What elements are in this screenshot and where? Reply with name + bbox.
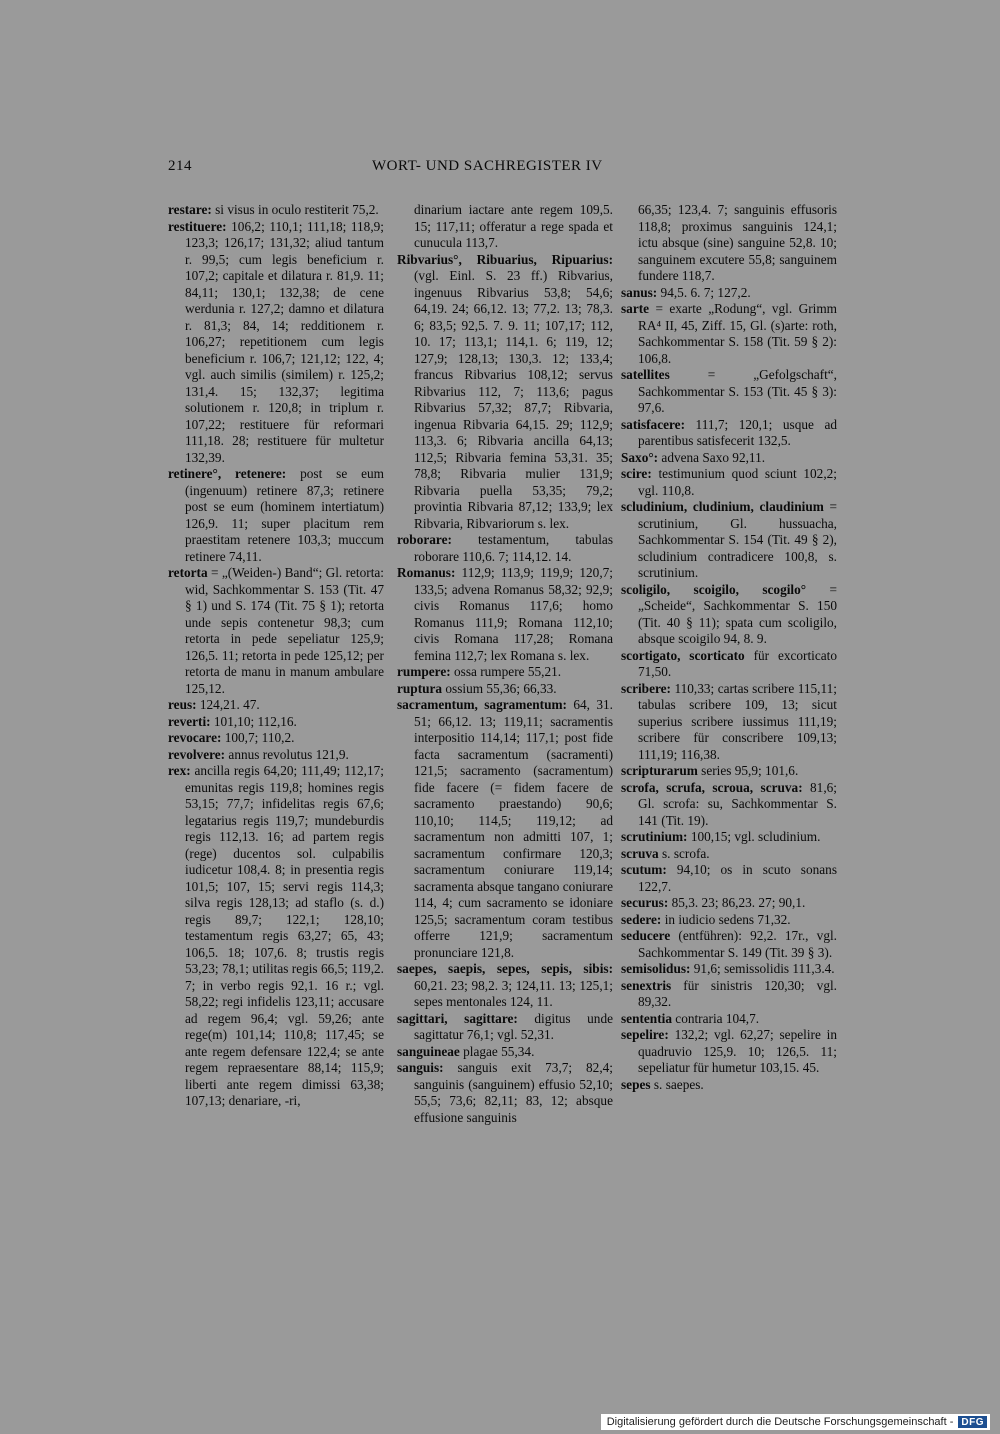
index-entry <box>397 664 613 681</box>
entry-lemma: revolvere: <box>168 746 226 762</box>
entry-text: = exarte „Rodung“, vgl. Grimm RA⁴ II, 45, Ziff. 15, Gl. (s)arte: roth, Sachkommentar S. 158 (Tit. 59 § 2): 106,8. <box>638 301 837 366</box>
index-entry <box>621 285 837 302</box>
entry-lemma: retinere°, retenere: <box>168 466 287 481</box>
entry-lemma: restituere: <box>168 218 227 234</box>
index-entry <box>621 582 837 648</box>
entry-lemma: sanguineae <box>397 1043 460 1059</box>
entry-text: in iudicio sedens 71,32. <box>661 911 791 927</box>
entry-text: digitus unde sagittatur 76,1; vgl. 52,31. <box>414 1010 614 1042</box>
entry-lemma: scrofa, scrufa, scroua, scruva: <box>621 779 803 795</box>
entry-text: series 95,9; 101,6. <box>697 763 799 778</box>
entry-text: 100,7; 110,2. <box>221 730 295 745</box>
entry-lemma: sacramentum, sagramentum: <box>397 697 567 712</box>
entry-text: 110,33; cartas scribere 115,11; tabulas scribere 109, 13; sicut superius scribere iussimus 111,19; scribere für conscribere 109,13; 111,19; 116,38. <box>638 680 837 762</box>
index-entry <box>168 697 384 714</box>
entry-text: 100,15; vgl. scludinium. <box>687 829 821 844</box>
index-entry <box>621 978 837 1011</box>
entry-lemma: sepelire: <box>621 1027 669 1042</box>
entry-lemma: retorta <box>168 565 208 580</box>
index-entry <box>621 928 837 961</box>
index-entry <box>397 961 613 1011</box>
entry-text: 81,6; Gl. scrofa: su, Sachkommentar S. 141 (Tit. 19). <box>638 779 837 828</box>
entry-text: si visus in oculo restiterit 75,2. <box>211 202 379 217</box>
entry-lemma: sanguis: <box>397 1060 444 1075</box>
footer-text: Digitalisierung gefördert durch die Deutsche Forschungsgemeinschaft - <box>606 1416 954 1428</box>
entry-text: (vgl. Einl. S. 23 ff.) Ribvarius, ingenuus Ribvarius 53,8; 54,6; 64,19. 24; 66,12. 13; 77,2. 13; 78,3. 6; 83,5; 92,5. 7. 9. 11; 107,17; 112, 10. 17; 113,1; 114,1. 6; 119, 12; 127,9; 128,13; 130,3. 12; 133,4; francus Ribvarius 108,12; servus Ribvarius 112, 7; 113,6; pagus Ribvarius 57,32; 87,7; Ribvaria, ingenua Ribvaria 64,15. 29; 112,9; 113,3. 6; Ribvaria ancilla 64,13; 112,5; Ribvaria femina 53,31. 35; 78,8; Ribvaria mulier 131,9; Ribvaria puella 53,35; 79,2; provintia Ribvaria 87,12; 133,9; lex Ribvaria, Ribvariorum s. lex. <box>414 268 613 531</box>
index-entry <box>621 1027 837 1077</box>
entry-lemma: saepes, saepis, sepes, sepis, sibis: <box>397 961 613 976</box>
index-column-3 <box>621 202 837 1093</box>
entry-text: annus revolutus 121,9. <box>225 746 349 762</box>
index-entry <box>621 780 837 830</box>
entry-text: 112,9; 113,9; 119,9; 120,7; 133,5; advena Romanus 58,32; 92,9; civis Romanus 117,6; homo Romanus 111,9; Romana 112,10; civis Romana 117,28; Romana femina 112,7; lex Romana s. lex. <box>414 565 613 663</box>
index-entry <box>621 681 837 764</box>
entry-text: = „Gefolgschaft“, Sachkommentar S. 153 (Tit. 45 § 3): 97,6. <box>638 367 837 415</box>
entry-text: 94,5. 6. 7; 127,2. <box>657 284 751 300</box>
entry-lemma: reus: <box>168 697 197 712</box>
index-entry <box>621 912 837 929</box>
index-entry <box>168 466 384 565</box>
entry-text: 60,21. 23; 98,2. 3; 124,11. 13; 125,1; sepes mentonales 124, 11. <box>414 977 613 1009</box>
funding-footer <box>601 1414 990 1430</box>
entry-text: 132,2; vgl. 62,27; sepelire in quadruvio 125,9. 10; 126,5. 11; sepeliatur für humetur 103,15. 45. <box>638 1027 837 1075</box>
entry-text: s. scrofa. <box>658 845 710 861</box>
entry-lemma: reverti: <box>168 713 211 729</box>
index-column-2 <box>397 202 613 1126</box>
index-entry <box>397 1060 613 1126</box>
entry-text: advena Saxo 92,11. <box>658 449 766 465</box>
index-entry <box>621 301 837 367</box>
entry-text: plagae 55,34. <box>459 1043 535 1059</box>
entry-text: 66,35; 123,4. 7; sanguinis effusoris 118,8; proximus sanguinis 124,1; ictu absque (sine) sanguine 52,8. 10; sanguinem excutere 55,8; sanguinem fundere 118,7. <box>638 202 837 283</box>
entry-text: 94,10; os in scuto sonans 122,7. <box>638 862 837 894</box>
entry-lemma: sedere: <box>621 911 662 927</box>
entry-text: 111,7; 120,1; usque ad parentibus satisfecerit 132,5. <box>638 416 837 448</box>
index-entry <box>397 202 613 252</box>
index-entry <box>621 862 837 895</box>
entry-lemma: restare: <box>168 202 212 217</box>
entry-lemma: sanus: <box>621 284 658 300</box>
page-title: WORT- UND SACHREGISTER IV <box>372 158 603 174</box>
index-entry <box>621 466 837 499</box>
index-entry <box>621 895 837 912</box>
entry-lemma: revocare: <box>168 730 222 745</box>
index-entry <box>168 565 384 697</box>
entry-lemma: scutum: <box>621 862 667 877</box>
entry-text: für sinistris 120,30; vgl. 89,32. <box>638 977 837 1009</box>
entry-lemma: satellites <box>621 367 670 382</box>
entry-text: testimunium quod sciunt 102,2; vgl. 110,8. <box>638 466 837 498</box>
index-entry <box>397 532 613 565</box>
index-entry <box>621 846 837 863</box>
index-entry <box>397 1044 613 1061</box>
entry-lemma: scoligilo, scoigilo, scogilo° <box>621 581 807 597</box>
entry-text: sanguis exit 73,7; 82,4; sanguinis (sanguinem) effusio 52,10; 55,5; 73,6; 82,11; 83, 12; absque effusione sanguinis <box>414 1060 613 1125</box>
index-entry <box>168 747 384 764</box>
entry-lemma: scruva <box>621 845 659 861</box>
entry-text: post se eum (ingenuum) retinere 87,3; retinere post se eum (hominem intertiatum) 126,9. 11; super placitum rem praestitam retenere 103,3; muccum retinere 74,11. <box>185 466 384 564</box>
index-entry <box>168 730 384 747</box>
entry-lemma: senextris <box>621 977 672 993</box>
entry-text: 101,10; 112,16. <box>210 713 297 729</box>
entry-text: 106,2; 110,1; 111,18; 118,9; 123,3; 126,17; 131,32; aliud tantum r. 99,5; cum legis beneficium r. 107,2; capitale et dilatura r. 81,9. 11; 84,11; 130,1; 132,38; de cene werdunia r. 127,2; damno et dilatura r. 81,3; 84, 14; redditionem r. 106,27; repetitionem cum legis beneficium r. 106,7; 121,12; 122, 4; vgl. auch similis (similem) r. 125,2; 131,4. 15; 132,37; legitima solutionem r. 120,8; in triplum r. 107,22; restituere für reformari 111,18. 28; restituere für multetur 132,39. <box>185 218 384 465</box>
entry-lemma: scire: <box>621 466 652 481</box>
entry-lemma: semisolidus: <box>621 961 691 976</box>
entry-text: ancilla regis 64,20; 111,49; 112,17; emunitas regis 119,8; homines regis 53,15; 77,7; infidelitas regis 67,6; legatarius regis 119,7; mundeburdis regis 112,13. 16; ad partem regis (rege) ducentos sol. culpabilis iudicetur 108,4. 8; in presentia regis 101,5; 107, 15; servi regis 114,3; silva regis 128,13; ad staflo (s. d.) regis 89,7; 122,1; 128,10; testamentum regis 63,27; 65, 43; 106,5. 18; 107,6. 8; trustis regis 53,23; 78,1; utilitas regis 66,5; 119,2. 7; in verbo regis 92,1. 16 r.; vgl. 58,22; regi infidelis 123,11; accusare ad regem 96,4; vgl. 59,26; ante rege(m) 101,14; 110,8; 117,45; se ante regem defensare 122,4; se ante regem repraesentare 88,14; 115,9; liberti ante regem dimissi 63,38; 107,13; denariare, -ri, <box>185 763 384 1108</box>
entry-lemma: seducere <box>621 928 671 943</box>
entry-lemma: scribere: <box>621 680 671 696</box>
index-column-1 <box>168 202 384 1110</box>
entry-lemma: ruptura <box>397 680 443 696</box>
entry-lemma: scrutinium: <box>621 829 688 844</box>
entry-text: 91,6; semissolidis 111,3.4. <box>690 961 835 976</box>
entry-text: ossa rumpere 55,21. <box>450 664 562 679</box>
entry-lemma: scortigato, scorticato <box>621 647 745 663</box>
index-entry <box>397 697 613 961</box>
entry-lemma: sepes <box>621 1076 651 1092</box>
entry-lemma: roborare: <box>397 532 452 547</box>
entry-text: = „Scheide“, Sachkommentar S. 150 (Tit. 40 § 11); spata cum scoligilo, absque scoigilo 94, 8. 9. <box>638 581 837 646</box>
index-entry <box>621 961 837 978</box>
index-entry <box>168 763 384 1110</box>
entry-text: 124,21. 47. <box>196 697 260 712</box>
entry-lemma: satisfacere: <box>621 416 685 432</box>
entry-lemma: scripturarum <box>621 763 698 778</box>
index-entry <box>168 202 384 219</box>
index-entry <box>168 219 384 467</box>
index-entry <box>397 565 613 664</box>
entry-text: 64, 31. 51; 66,12. 13; 119,11; sacramentis interpositio 114,14; 117,1; post fide facta sacramentum (sacramenti) 121,5; sacramento (sacramentum) fide facere (= fidem facere de sacramento praestando) 90,6; 110,10; 114,5; 119,12; ad sacramentum non admitti 107, 1; sacramentum confirmare 120,3; sacramentum coniurare 119,14; sacramenta absque tangano coniurare 114, 4; cum sacramento se idoniare 125,5; sacramentum coram testibus offerre 121,9; sacramentum pronunciare 121,8. <box>414 697 613 960</box>
entry-text: contraria 104,7. <box>671 1010 760 1026</box>
index-entry <box>621 1011 837 1028</box>
index-entry <box>621 417 837 450</box>
index-entry <box>621 450 837 467</box>
page-number: 214 <box>168 158 192 174</box>
entry-lemma: securus: <box>621 895 669 910</box>
entry-text: = scrutinium, Gl. hussuacha, Sachkommentar S. 154 (Tit. 49 § 2), scludinium contradicere 100,8, s. scrutinium. <box>638 499 837 580</box>
entry-text: 85,3. 23; 86,23. 27; 90,1. <box>668 895 806 910</box>
index-entry <box>621 202 837 285</box>
entry-text: (entführen): 92,2. 17r., vgl. Sachkommentar S. 149 (Tit. 39 § 3). <box>638 928 837 960</box>
entry-text: = „(Weiden-) Band“; Gl. retorta: wid, Sachkommentar S. 153 (Tit. 47 § 1) und S. 174 (Tit. 75 § 1); retorta unde sepis contenetur 98,3; cum retorta in pede sepeliatur 125,9; 126,5. 11; retorta in pede 125,12; per retorta de manu in manum ambulare 125,12. <box>185 565 384 696</box>
entry-text: dinarium iactare ante regem 109,5. 15; 117,11; offeratur a rege spada et cunucula 113,7. <box>414 202 613 250</box>
entry-text: testamentum, tabulas roborare 110,6. 7; 114,12. 14. <box>414 532 613 564</box>
index-entry <box>621 829 837 846</box>
entry-lemma: sententia <box>621 1010 672 1026</box>
index-entry <box>621 367 837 417</box>
entry-text: s. saepes. <box>650 1076 704 1092</box>
index-entry <box>397 252 613 533</box>
entry-lemma: Ribvarius°, Ribuarius, Ripuarius: <box>397 251 613 267</box>
index-entry <box>397 1011 613 1044</box>
index-entry <box>397 681 613 698</box>
entry-lemma: rex: <box>168 763 191 778</box>
entry-lemma: sarte <box>621 301 650 316</box>
entry-lemma: Saxo°: <box>621 449 659 465</box>
index-entry <box>621 763 837 780</box>
index-entry <box>168 714 384 731</box>
entry-lemma: rumpere: <box>397 664 451 679</box>
index-entry <box>621 648 837 681</box>
index-entry <box>621 1077 837 1094</box>
entry-lemma: scludinium, cludinium, claudinium <box>621 499 824 514</box>
dfg-logo-icon: DFG <box>958 1416 987 1428</box>
entry-text: für excorticato 71,50. <box>638 647 838 679</box>
index-entry <box>621 499 837 582</box>
entry-lemma: Romanus: <box>397 565 456 580</box>
entry-lemma: sagittari, sagittare: <box>397 1010 518 1026</box>
entry-text: ossium 55,36; 66,33. <box>442 680 557 696</box>
